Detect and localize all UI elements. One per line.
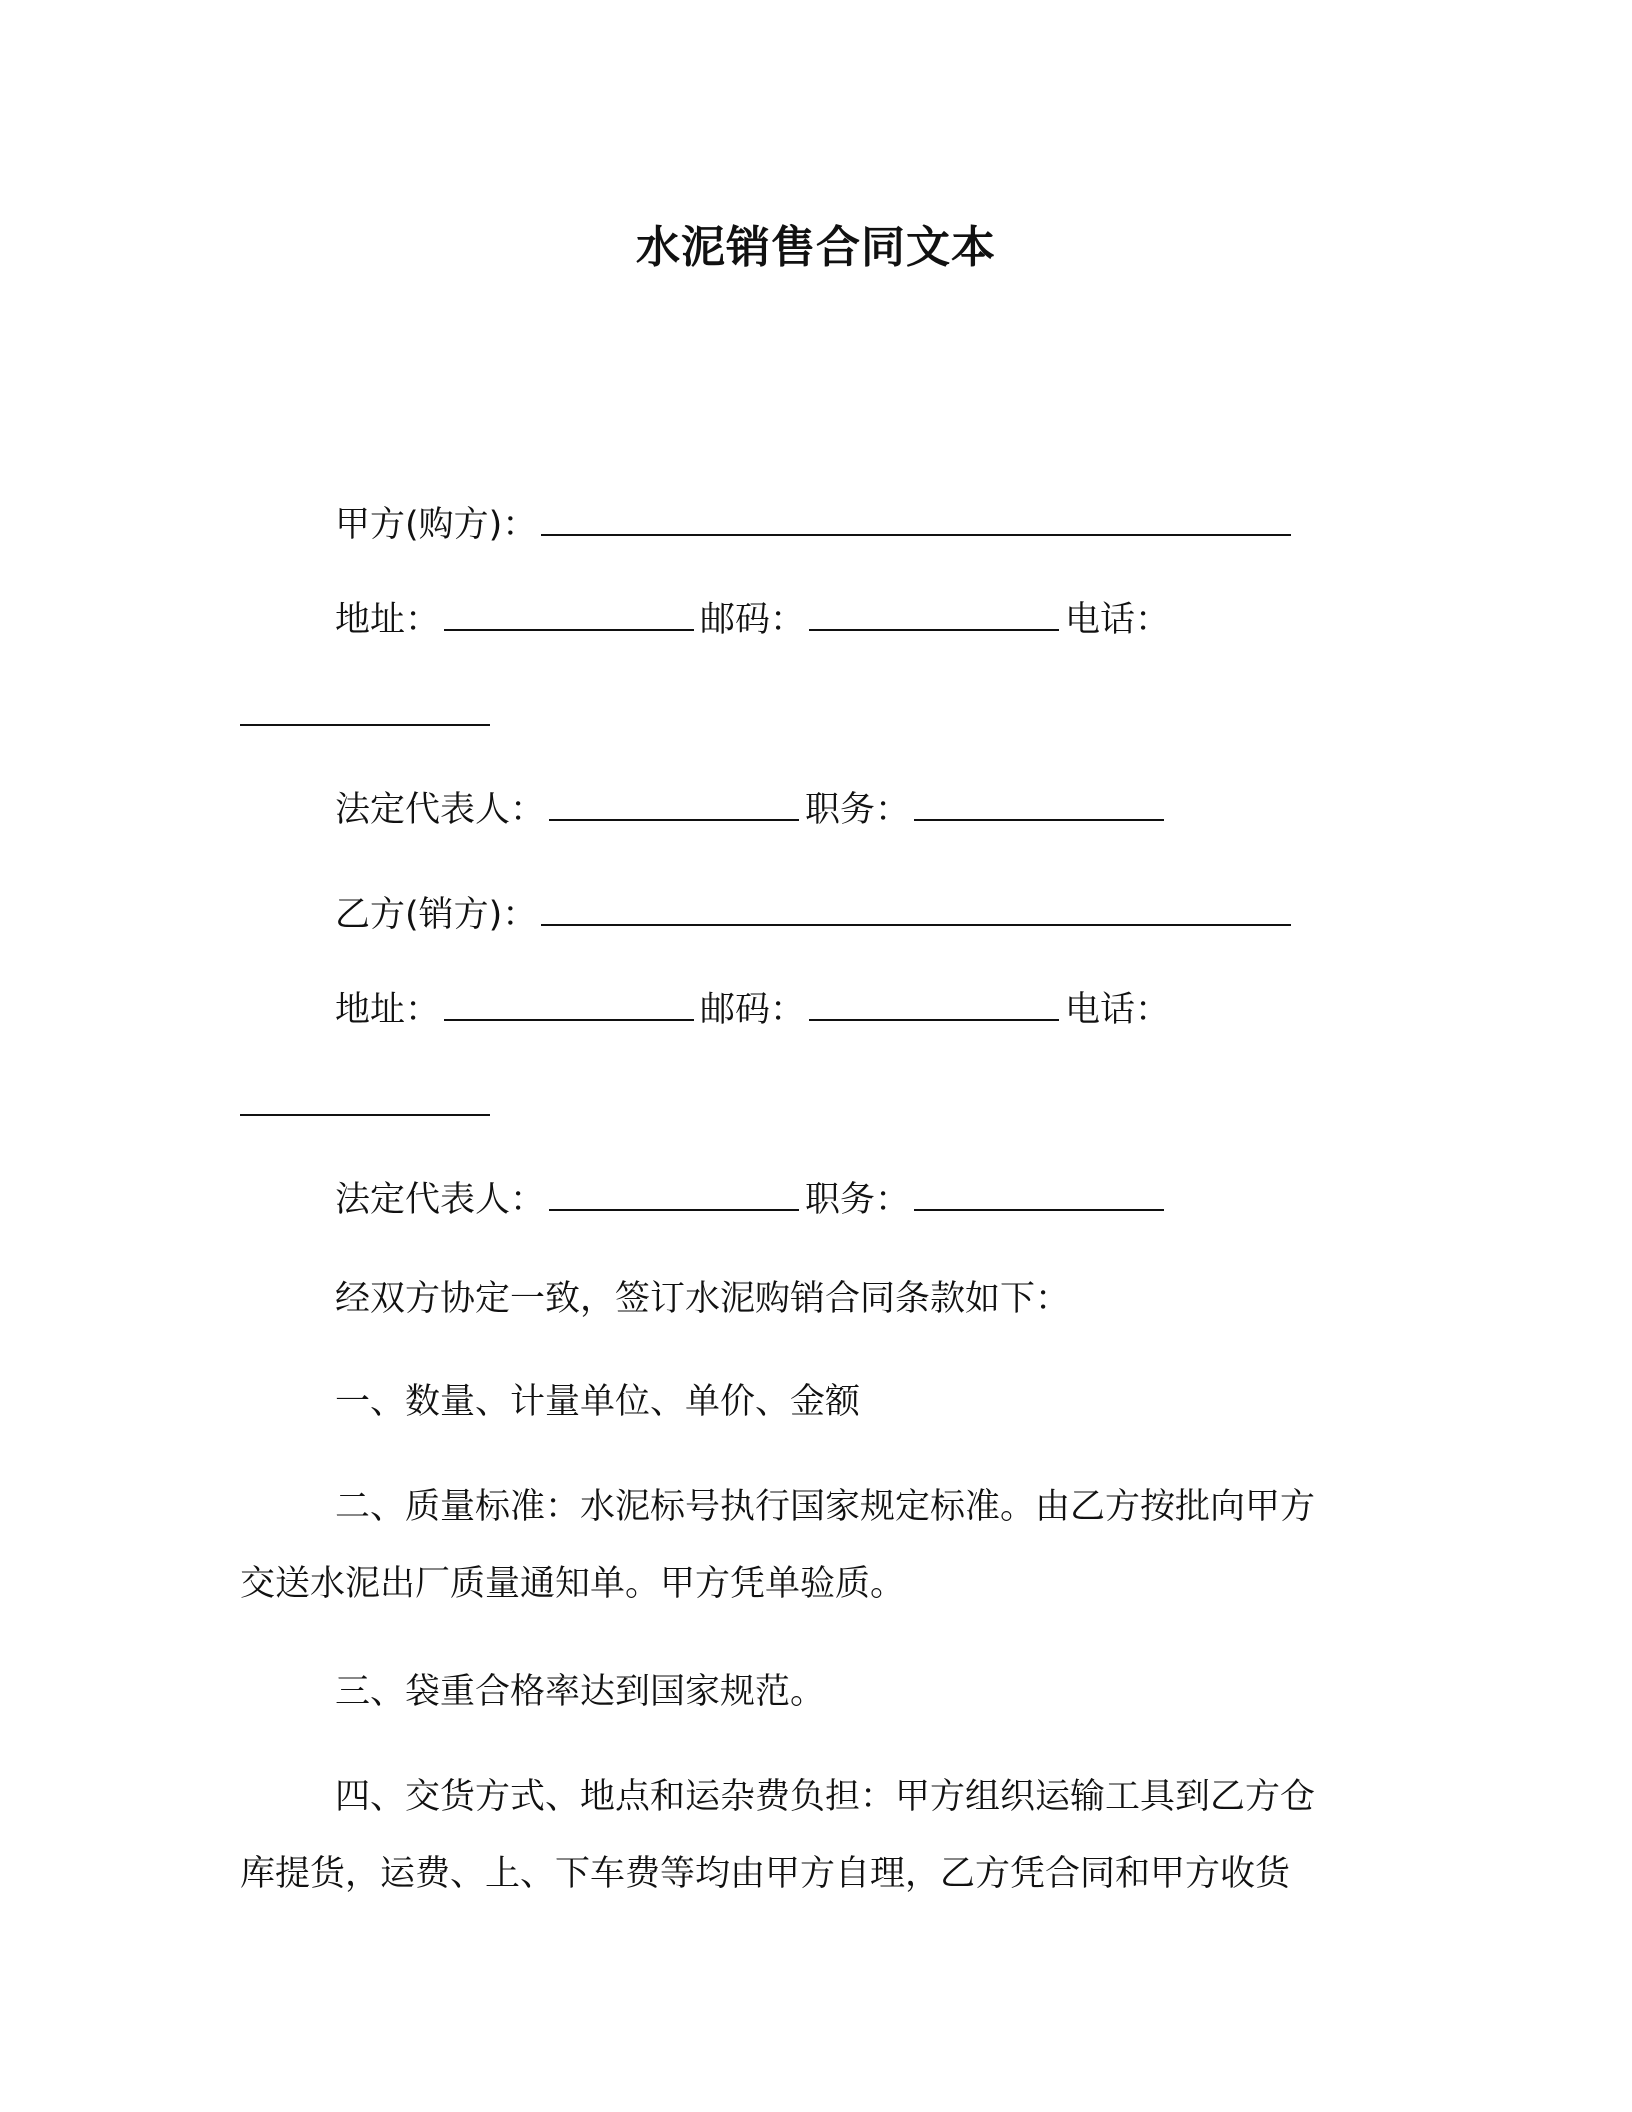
document-title: 水泥销售合同文本	[636, 222, 996, 273]
party-b-rep-blank	[549, 1175, 799, 1211]
party-a-contact-line	[240, 595, 1485, 644]
clause-3: 三、袋重合格率达到国家规范。	[335, 1672, 826, 1712]
party-a-phone-line	[240, 690, 1390, 739]
party-a-postcode-blank	[809, 595, 1059, 631]
party-b-line	[240, 890, 1485, 939]
clause-4-line-2: 库提货，运费、上、下车费等均由甲方自理，乙方凭合同和甲方收货	[240, 1854, 1291, 1894]
party-a-blank	[541, 500, 1291, 536]
party-a-rep-label: 法定代表人：	[335, 790, 546, 830]
party-b-postcode-blank	[809, 985, 1059, 1021]
party-b-label: 乙方(销方)：	[335, 895, 538, 935]
party-b-position-blank	[914, 1175, 1164, 1211]
party-b-position-label: 职务：	[805, 1180, 911, 1220]
party-b-rep-label: 法定代表人：	[335, 1180, 546, 1220]
party-b-address-label: 地址：	[335, 990, 441, 1030]
clause-2-line-2: 交送水泥出厂质量通知单。甲方凭单验质。	[240, 1564, 906, 1604]
party-b-phone-blank	[240, 1080, 490, 1116]
clause-1: 一、数量、计量单位、单价、金额	[335, 1382, 861, 1422]
party-a-phone-label: 电话：	[1065, 600, 1171, 640]
party-a-label: 甲方(购方)：	[335, 505, 538, 545]
party-b-phone-line	[240, 1080, 1390, 1129]
party-a-address-label: 地址：	[335, 600, 441, 640]
party-b-postcode-label: 邮码：	[700, 990, 806, 1030]
party-a-address-blank	[444, 595, 694, 631]
clause-4-line-1: 四、交货方式、地点和运杂费负担：甲方组织运输工具到乙方仓	[335, 1777, 1316, 1817]
party-a-phone-blank	[240, 690, 490, 726]
party-a-postcode-label: 邮码：	[700, 600, 806, 640]
party-a-line	[240, 500, 1485, 549]
party-b-contact-line	[240, 985, 1485, 1034]
party-b-rep-line	[240, 1175, 1485, 1224]
party-a-position-label: 职务：	[805, 790, 911, 830]
party-b-blank	[541, 890, 1291, 926]
party-a-rep-blank	[549, 785, 799, 821]
party-a-rep-line	[240, 785, 1485, 834]
clause-2-line-1: 二、质量标准：水泥标号执行国家规定标准。由乙方按批向甲方	[335, 1487, 1316, 1527]
party-b-phone-label: 电话：	[1065, 990, 1171, 1030]
intro-paragraph: 经双方协定一致，签订水泥购销合同条款如下：	[335, 1279, 1071, 1319]
party-a-position-blank	[914, 785, 1164, 821]
party-b-address-blank	[444, 985, 694, 1021]
